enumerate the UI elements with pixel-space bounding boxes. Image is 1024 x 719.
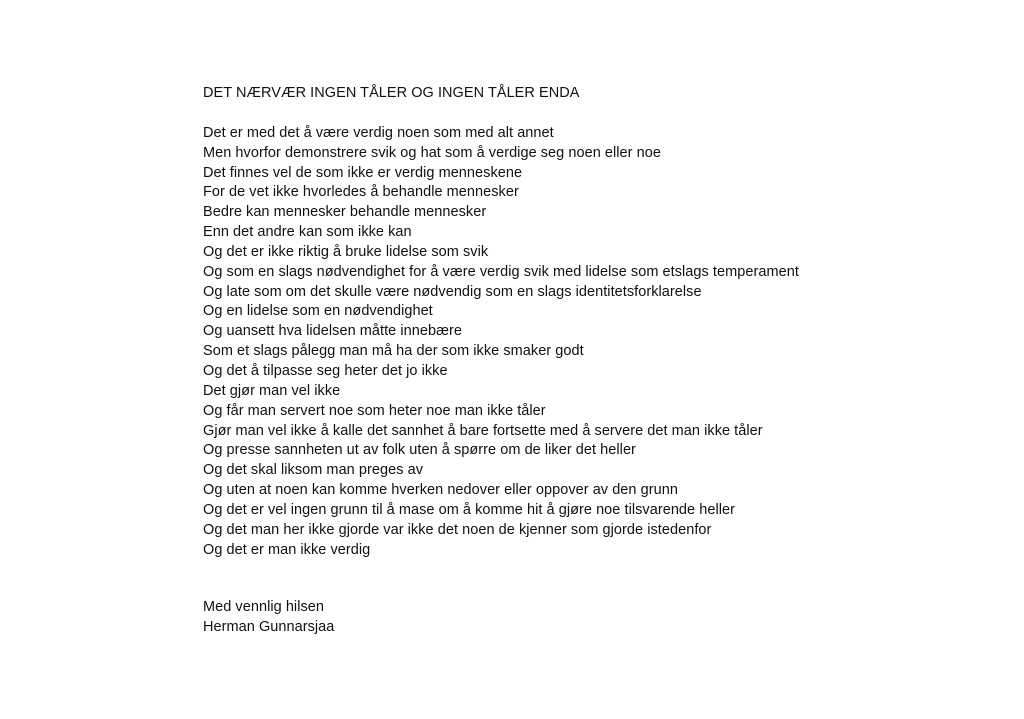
poem-line: Og det skal liksom man preges av [203, 462, 423, 479]
document-title: DET NÆRVÆR INGEN TÅLER OG INGEN TÅLER ENDA [203, 85, 580, 101]
poem-line: Og det man her ikke gjorde var ikke det noen de kjenner som gjorde istedenfor [203, 521, 712, 538]
poem-body [203, 124, 983, 561]
poem-line: Og uansett hva lidelsen måtte innebære [203, 323, 463, 340]
poem-line: Det er med det å være verdig noen som med alt annet [203, 124, 554, 141]
poem-line: Som et slags pålegg man må ha der som ikke smaker godt [203, 343, 584, 360]
poem-line: Og late som om det skulle være nødvendig som en slags identitetsforklarelse [203, 283, 702, 300]
closing-salutation: Med vennlig hilsen [203, 599, 324, 616]
poem-line: Det gjør man vel ikke [203, 382, 341, 399]
poem-line: Og det er vel ingen grunn til å mase om å komme hit å gjøre noe tilsvarende heller [203, 501, 736, 518]
poem-line: Det finnes vel de som ikke er verdig menneskene [203, 164, 523, 181]
poem-line: Gjør man vel ikke å kalle det sannhet å bare fortsette med å servere det man ikke tåler [203, 422, 763, 439]
poem-line: Men hvorfor demonstrere svik og hat som å verdige seg noen eller noe [203, 144, 661, 161]
letter-content [203, 84, 983, 638]
poem-line: Og det er ikke riktig å bruke lidelse som svik [203, 243, 489, 260]
poem-line: For de vet ikke hvorledes å behandle mennesker [203, 184, 519, 201]
poem-line: Og det er man ikke verdig [203, 541, 371, 558]
poem-line: Og en lidelse som en nødvendighet [203, 303, 433, 320]
poem-line: Og får man servert noe som heter noe man ikke tåler [203, 402, 546, 419]
poem-line: Og som en slags nødvendighet for å være verdig svik med lidelse som etslags temperament [203, 263, 799, 280]
poem-line: Bedre kan mennesker behandle mennesker [203, 204, 487, 221]
poem-line: Og det å tilpasse seg heter det jo ikke [203, 362, 448, 379]
poem-line: Og presse sannheten ut av folk uten å spørre om de liker det heller [203, 442, 636, 459]
poem-line: Og uten at noen kan komme hverken nedover eller oppover av den grunn [203, 482, 678, 499]
signature-block [203, 598, 983, 638]
author-name: Herman Gunnarsjaa [203, 619, 335, 636]
poem-line: Enn det andre kan som ikke kan [203, 224, 412, 241]
